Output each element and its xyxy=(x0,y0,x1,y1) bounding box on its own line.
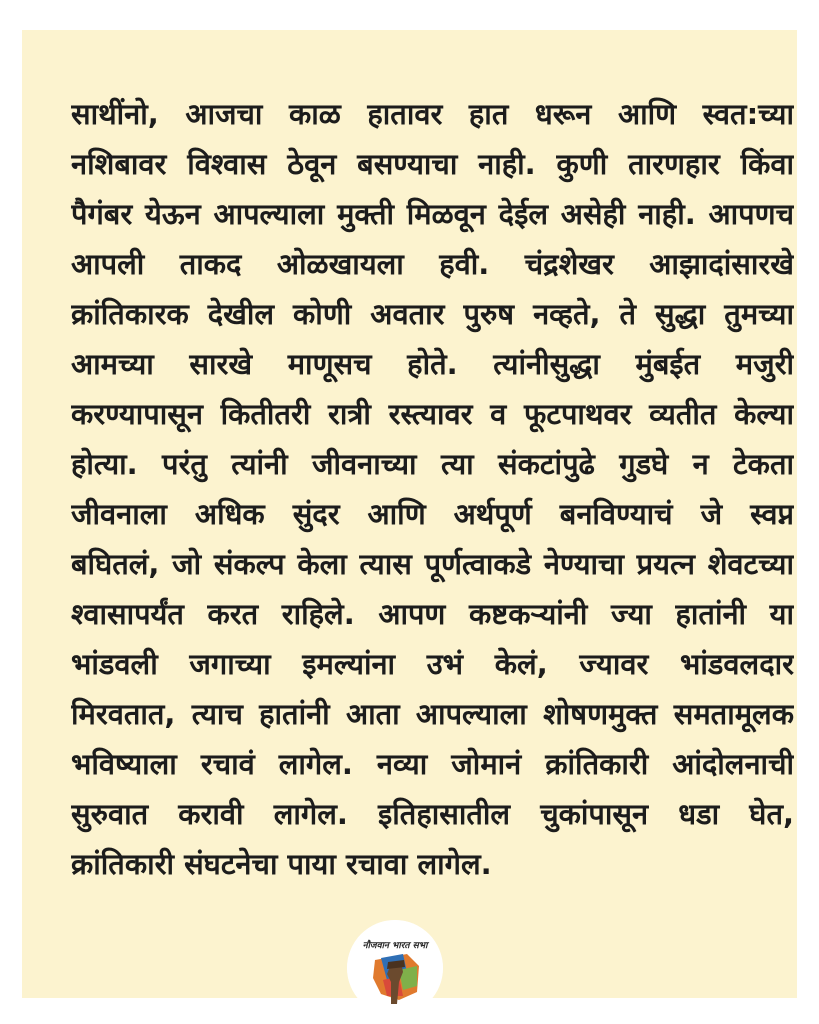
paragraph-line-10: बघितलं, जो संकल्प केला त्यास पूर्णत्वाकडे नेण्याचा प्रयत्न शेवटच्या xyxy=(71,547,794,581)
paragraph-line-6: आमच्या सारखे माणूसच होते. त्यांनीसुद्धा मुंबईत मजुरी xyxy=(71,347,794,381)
paragraph-line-5: क्रांतिकारक देखील कोणी अवतार पुरुष नव्हते, ते सुद्धा तुमच्या xyxy=(71,297,794,331)
paragraph-line-3: पैगंबर येऊन आपल्याला मुक्ती मिळवून देईल असेही नाही. आपणच xyxy=(71,197,794,231)
paragraph-line-14: भविष्याला रचावं लागेल. नव्या जोमानं क्रांतिकारी आंदोलनाची xyxy=(71,747,794,781)
paragraph-line-13: मिरवतात, त्याच हातांनी आता आपल्याला शोषणमुक्त समतामूलक xyxy=(71,697,794,731)
raised-fist-emblem-icon xyxy=(347,920,443,1016)
paragraph xyxy=(71,89,794,889)
logo-text: नौजवान भारत सभा xyxy=(362,941,428,951)
paragraph-line-2: नशिबावर विश्वास ठेवून बसण्याचा नाही. कुणी तारणहार किंवा xyxy=(71,147,794,181)
paragraph-line-15: सुरुवात करावी लागेल. इतिहासातील चुकांपासून धडा घेत, xyxy=(71,797,794,831)
paragraph-line-4: आपली ताकद ओळखायला हवी. चंद्रशेखर आझादांसारखे xyxy=(71,247,794,281)
paragraph-line-16: क्रांतिकारी संघटनेचा पाया रचावा लागेल. xyxy=(71,847,492,881)
organization-logo xyxy=(347,920,443,1016)
paragraph-line-12: भांडवली जगाच्या इमल्यांना उभं केलं, ज्यावर भांडवलदार xyxy=(71,647,794,681)
paragraph-line-1: साथींनो, आजचा काळ हातावर हात धरून आणि स्वत:च्या xyxy=(71,97,794,131)
paragraph-line-9: जीवनाला अधिक सुंदर आणि अर्थपूर्ण बनविण्याचं जे स्वप्न xyxy=(71,497,794,531)
paragraph-line-7: करण्यापासून कितीतरी रात्री रस्त्यावर व फूटपाथवर व्यतीत केल्या xyxy=(71,397,794,431)
paragraph-line-11: श्वासापर्यंत करत राहिले. आपण कष्टकऱ्यांनी ज्या हातांनी या xyxy=(71,597,794,631)
paragraph-line-8: होत्या. परंतु त्यांनी जीवनाच्या त्या संकटांपुढे गुडघे न टेकता xyxy=(71,447,794,481)
quote-card xyxy=(22,30,797,998)
